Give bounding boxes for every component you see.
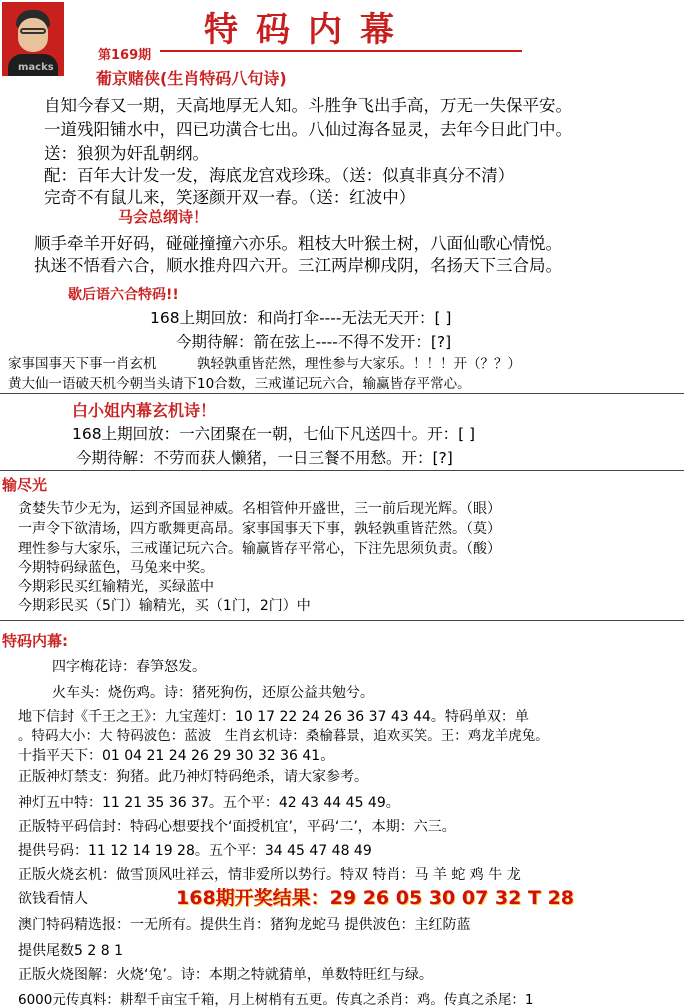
text-line: 6000元传真料：耕犁千亩宝千箱，月上树梢有五更。传真之杀肖：鸡。传真之杀尾：1 <box>18 992 534 1008</box>
text-line: 一声令下欲清场，四方歌舞更高昂。家事国事天下事，孰轻孰重皆茫然。（莫） <box>18 521 501 537</box>
poem-line: 自知今春又一期，天高地厚无人知。斗胜争飞出手高，万无一失保平安。 <box>44 96 572 115</box>
text-line: 正版火烧图解：火烧‘兔’。诗：本期之特就猜单，单数特旺红与绿。 <box>18 967 433 983</box>
section-heading-baixiaojie: 白小姐内幕玄机诗！ <box>72 401 217 420</box>
poem-line: 完奇不有鼠儿来，笑逐颜开双一春。（送：红波中） <box>44 188 416 207</box>
section-heading-xiehouyu: 歇后语六合特码!! <box>68 287 179 303</box>
poem-line: 一道残阳铺水中，四已功潢合七出。八仙过海各显灵，去年今日此门中。 <box>44 120 572 139</box>
text-line: 黄大仙一语破天机今朝当头请下10合数，三戒谨记玩六合，输赢皆存平常心。 <box>8 376 471 392</box>
text-line: 贪婪失节少无为，运到齐国显神威。名相管仲开盛世，三一前后现光辉。（眼） <box>18 501 501 517</box>
page-title: 特码内幕 <box>204 10 412 50</box>
text-line: 提供尾数5 2 8 1 <box>18 943 123 959</box>
text-line: 神灯五中特：11 21 35 36 37。五个平：42 43 44 45 49。 <box>18 795 400 811</box>
avatar-glasses <box>20 28 46 34</box>
divider <box>0 393 684 394</box>
poem-line: 配：百年大计发一发，海底龙宫戏珍珠。（送：似真非真分不清） <box>44 166 515 185</box>
section-heading-shujinguang: 输尽光 <box>2 476 48 494</box>
text-line: 家事国事天下事一肖玄机 孰轻孰重皆茫然，理性参与大家乐。！！！开（？？） <box>8 356 521 372</box>
section-heading-temaneimu: 特码内幕: <box>2 632 68 650</box>
text-line: 今期特码绿蓝色，马兔来中奖。 <box>18 560 214 576</box>
lottery-result-banner: 168期开奖结果：29 26 05 30 07 32 T 28 <box>176 887 575 909</box>
text-line: 火车头：烧伤鸡。诗：猪死狗伤，还原公益共勉兮。 <box>52 685 374 701</box>
text-line: 正版特平码信封：特码心想要找个‘面授机宜’，平码‘二’，本期：六三。 <box>18 819 456 835</box>
text-line: 地下信封《千王之王》：九宝莲灯：10 17 22 24 26 36 37 43 44。特码单双：单 <box>18 709 529 725</box>
text-line: 十指平天下：01 04 21 24 26 29 30 32 36 41。 <box>18 748 335 764</box>
section-heading-mahui: 马会总纲诗！ <box>118 208 209 226</box>
text-line: 今期彩民买（5门）输精光，买（1门，2门）中 <box>18 598 311 614</box>
text-line: 澳门特码精选报：一无所有。提供生肖：猪狗龙蛇马 提供波色：主红防蓝 <box>18 917 471 933</box>
riddle-current: 今期待解：箭在弦上----不得不发开：[?] <box>176 333 452 351</box>
text-line: 正版神灯禁支：狗猪。此乃神灯特码绝杀，请大家参考。 <box>18 769 368 785</box>
text-line: 四字梅花诗：春笋怒发。 <box>52 659 206 675</box>
text-line: 理性参与大家乐，三戒谨记玩六合。输赢皆存平常心，下注先思须负责。（酸） <box>18 541 501 557</box>
text-line: 今期彩民买红输精光，买绿蓝中 <box>18 579 214 595</box>
divider <box>0 620 684 621</box>
text-line: 正版火烧玄机：做雪顶风吐祥云，情非爱所以势行。特双 特肖：马 羊 蛇 鸡 牛 龙 <box>18 867 521 883</box>
section-heading-pujing: 葡京赌侠(生肖特码八句诗) <box>96 69 287 88</box>
title-underline <box>160 50 522 52</box>
poem-line: 执迷不悟看六合，顺水推舟四六开。三江两岸柳戌阴，名扬天下三合局。 <box>34 256 562 275</box>
text-line: 欲钱看情人 <box>18 891 88 907</box>
avatar-watermark: macks <box>18 62 54 73</box>
divider <box>0 470 684 471</box>
text-line: 。特码大小：大 特码波色：蓝波 生肖玄机诗：桑榆暮景，追欢买笑。王：鸡龙羊虎兔。 <box>18 728 549 744</box>
author-avatar <box>2 2 64 76</box>
riddle-current: 今期待解：不劳而获人懒猪，一日三餐不用愁。开：[?] <box>76 449 453 467</box>
poem-line: 顺手牵羊开好码，碰碰撞撞六亦乐。粗枝大叶猴土树，八面仙歌心情悦。 <box>34 234 562 253</box>
issue-number: 第169期 <box>98 48 152 63</box>
avatar-face <box>18 18 48 52</box>
text-line: 提供号码：11 12 14 19 28。五个平：34 45 47 48 49 <box>18 843 372 859</box>
riddle-previous: 168上期回放：和尚打伞----无法无天开：[ ] <box>150 309 452 327</box>
riddle-previous: 168上期回放：一六团聚在一朝，七仙下凡送四十。开：[ ] <box>72 425 476 443</box>
poem-line: 送：狼狈为奸乱朝纲。 <box>44 144 209 163</box>
